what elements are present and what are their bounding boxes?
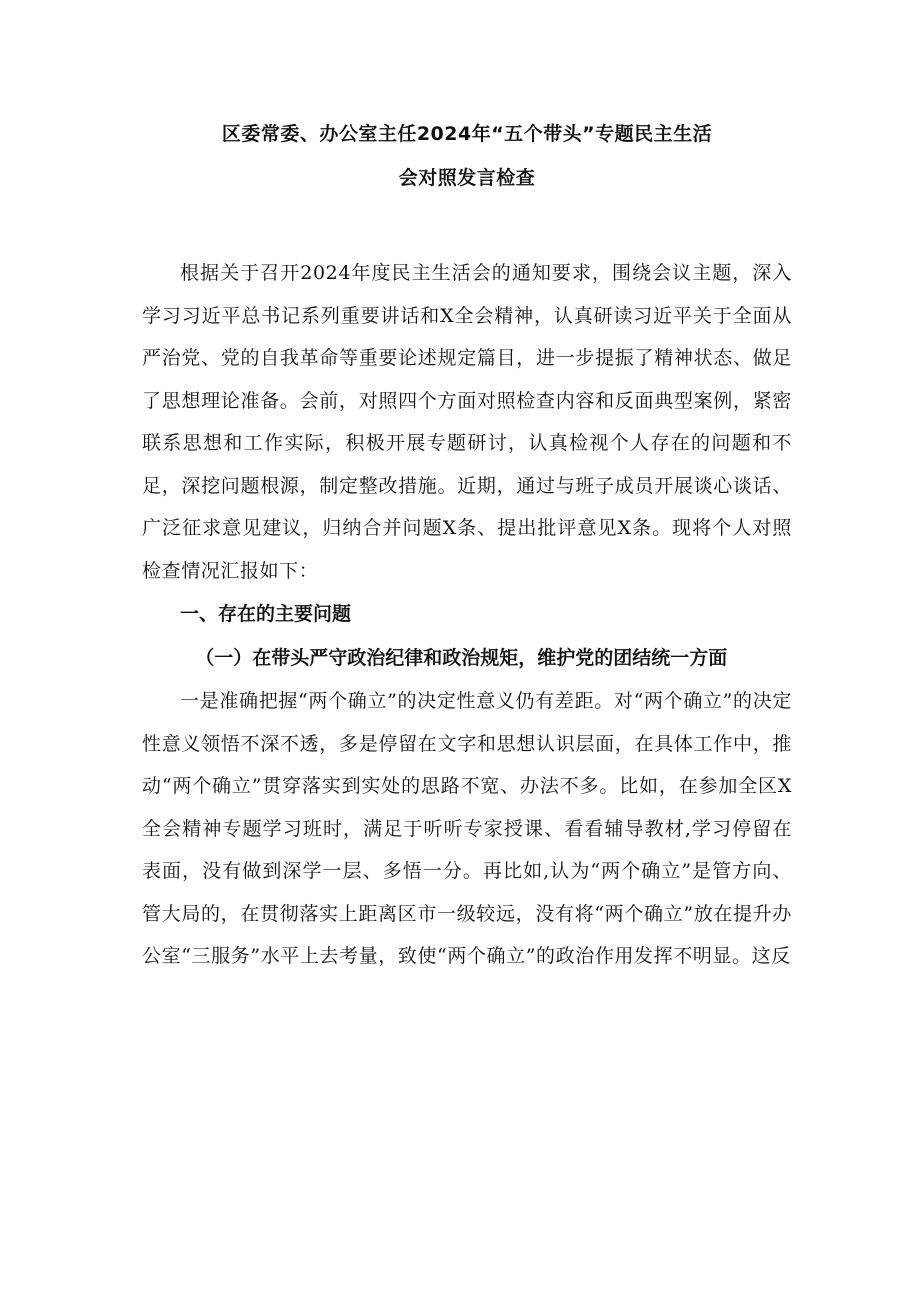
document-body	[142, 252, 792, 978]
subsection-heading: （一）在带头严守政治纪律和政治规矩，维护党的团结统一方面	[195, 647, 728, 669]
document-page	[142, 112, 792, 978]
title-line-1: 区委常委、办公室主任2024年“五个带头”专题民主生活	[221, 123, 713, 145]
section-heading: 一、存在的主要问题	[180, 603, 352, 625]
body-paragraph: 一是准确把握“两个确立”的决定性意义仍有差距。对“两个确立”的决定性意义领悟不深不透，多是停留在文字和思想认识层面，在具体工作中，推动“两个确立”贯穿落实到实处的思路不宽、办法不多。比如，在参加全区X全会精神专题学习班时，满足于听听专家授课、看看辅导教材,学习停留在表面，没有做到深学一层、多悟一分。再比如,认为“两个确立”是管方向、管大局的，在贯彻落实上距离区市一级较远，没有将“两个确立”放在提升办公室“三服务”水平上去考量，致使“两个确立”的政治作用发挥不明显。这反	[142, 690, 792, 967]
document-title	[142, 112, 792, 200]
intro-paragraph: 根据关于召开2024年度民主生活会的通知要求，围绕会议主题，深入学习习近平总书记系列重要讲话和X全会精神，认真研读习近平关于全面从严治党、党的自我革命等重要论述规定篇目，进一步提振了精神状态、做足了思想理论准备。会前，对照四个方面对照检查内容和反面典型案例，紧密联系思想和工作实际，积极开展专题研讨，认真检视个人存在的问题和不足，深挖问题根源，制定整改措施。近期，通过与班子成员开展谈心谈话、广泛征求意见建议，归纳合并问题X条、提出批评意见X条。现将个人对照检查情况汇报如下：	[142, 262, 792, 582]
title-line-2: 会对照发言检查	[398, 167, 536, 189]
